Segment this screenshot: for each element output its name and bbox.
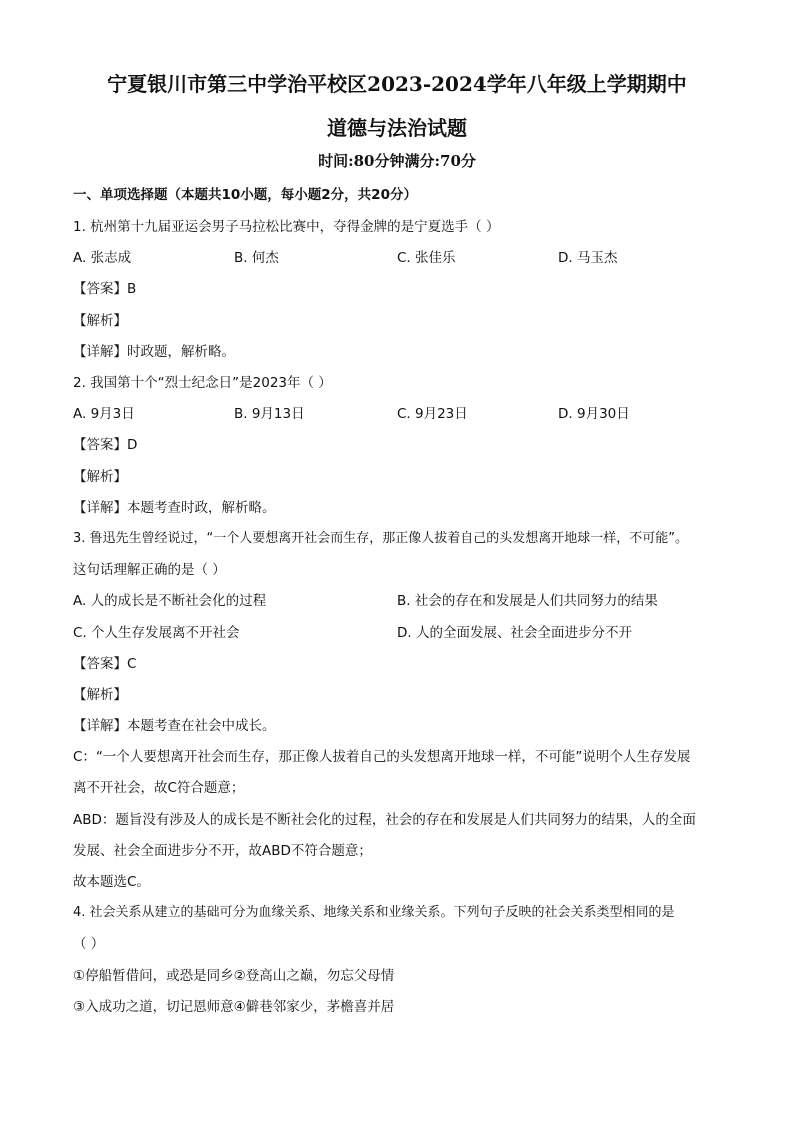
question-3-explain-line3: ABD：题旨没有涉及人的成长是不断社会化的过程，社会的存在和发展是人们共同努力的结果，人的全面	[73, 812, 696, 828]
question-3-explain-line1: C：“一个人要想离开社会而生存，那正像人拔着自己的头发想离开地球一样，不可能”说明个人生存发展	[73, 749, 691, 765]
question-1-option-d: D. 马玉杰	[558, 250, 618, 266]
question-1-option-a: A. 张志成	[73, 250, 132, 266]
question-3-stem-line2: 这句话理解正确的是（ ）	[73, 562, 226, 578]
question-3-option-a: A. 人的成长是不断社会化的过程	[73, 593, 267, 609]
question-3-answer: 【答案】C	[73, 656, 137, 672]
question-4-stem-line2: （ ）	[73, 936, 105, 952]
question-1-stem: 1. 杭州第十九届亚运会男子马拉松比赛中，夺得金牌的是宁夏选手（ ）	[73, 219, 500, 235]
question-4-items-line1: ①停船暂借问，或恐是同乡②登高山之巅，勿忘父母情	[73, 968, 395, 984]
question-1-analysis: 【解析】	[73, 313, 127, 329]
question-2-analysis: 【解析】	[73, 469, 127, 485]
question-3-option-b: B. 社会的存在和发展是人们共同努力的结果	[397, 593, 658, 609]
question-1-option-c: C. 张佳乐	[397, 250, 456, 266]
question-3-stem-line1: 3. 鲁迅先生曾经说过，“一个人要想离开社会而生存，那正像人拔着自己的头发想离开地球一样，不可能”。	[73, 531, 689, 546]
question-3-explain-line4: 发展、社会全面进步分不开，故ABD不符合题意；	[73, 843, 372, 859]
section-heading: 一、单项选择题（本题共10小题，每小题2分，共20分）	[73, 187, 417, 203]
question-1-option-b: B. 何杰	[234, 250, 279, 266]
question-2-option-a: A. 9月3日	[73, 406, 135, 422]
question-2-option-d: D. 9月30日	[558, 406, 630, 422]
question-2-option-b: B. 9月13日	[234, 406, 305, 422]
question-4-stem-line1: 4. 社会关系从建立的基础可分为血缘关系、地缘关系和业缘关系。下列句子反映的社会关系类型相同的是	[73, 905, 675, 920]
question-2-detail: 【详解】本题考查时政，解析略。	[73, 500, 276, 516]
question-3-analysis: 【解析】	[73, 687, 127, 703]
question-2-answer: 【答案】D	[73, 437, 138, 453]
question-3-explain-line2: 离不开社会，故C符合题意；	[73, 780, 245, 796]
exam-meta: 时间:80分钟满分:70分	[318, 152, 476, 170]
question-3-explain-line5: 故本题选C。	[73, 874, 150, 890]
question-3-option-c: C. 个人生存发展离不开社会	[73, 625, 240, 641]
question-3-option-d: D. 人的全面发展、社会全面进步分不开	[397, 625, 632, 641]
exam-title: 宁夏银川市第三中学治平校区2023-2024学年八年级上学期期中	[107, 72, 687, 96]
question-2-stem: 2. 我国第十个“烈士纪念日”是2023年（ ）	[73, 375, 332, 391]
question-3-detail: 【详解】本题考查在社会中成长。	[73, 718, 276, 734]
question-2-option-c: C. 9月23日	[397, 406, 468, 422]
question-4-items-line2: ③入成功之道，切记恩师意④僻巷邻家少，茅檐喜并居	[73, 999, 395, 1015]
question-1-answer: 【答案】B	[73, 281, 137, 297]
question-1-detail: 【详解】时政题，解析略。	[73, 344, 235, 360]
exam-subject: 道德与法治试题	[327, 116, 467, 140]
